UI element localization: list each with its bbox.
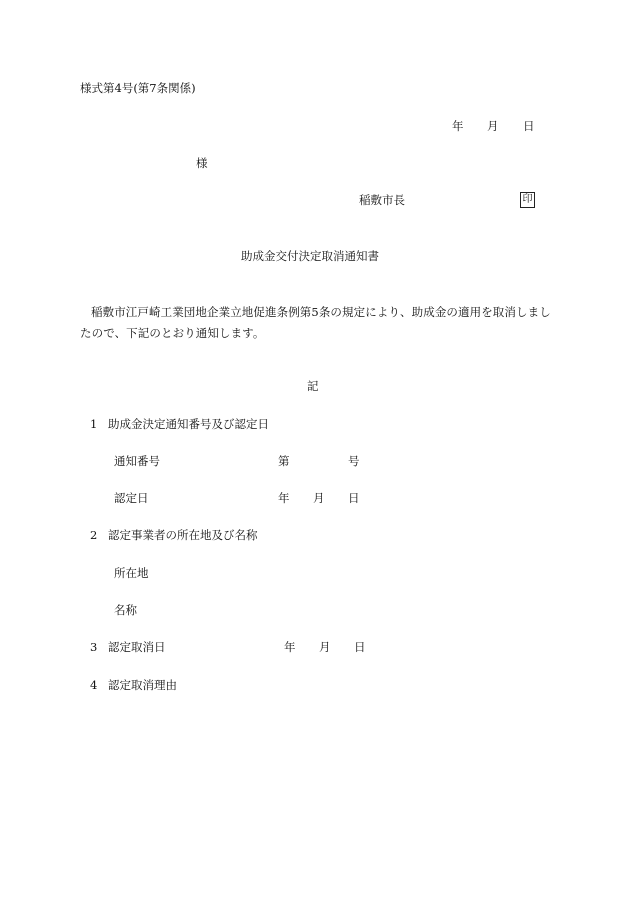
date-day: 日 — [523, 119, 535, 133]
revocation-date-year: 年 — [284, 640, 296, 654]
item-4-label: 認定取消理由 — [108, 678, 177, 692]
date-month: 月 — [487, 119, 499, 133]
seal-mark: 印 — [520, 192, 535, 208]
ki-heading: 記 — [307, 379, 319, 393]
date-year: 年 — [452, 119, 464, 133]
location-label: 所在地 — [114, 566, 149, 580]
addressee-suffix: 様 — [196, 156, 208, 170]
notice-number-dai: 第 — [278, 454, 290, 468]
item-1-number: 1 — [90, 417, 98, 431]
revocation-date-day: 日 — [354, 640, 366, 654]
document-title: 助成金交付決定取消通知書 — [241, 249, 379, 263]
cert-date-label: 認定日 — [114, 491, 149, 505]
revocation-date-month: 月 — [319, 640, 331, 654]
item-4-number: 4 — [90, 678, 98, 692]
item-2-number: 2 — [90, 528, 98, 542]
cert-date-year: 年 — [278, 491, 290, 505]
body-paragraph: 稲敷市江戸崎工業団地企業立地促進条例第5条の規定により、助成金の適用を取消しましたので、下記のとおり通知します。 — [80, 305, 551, 340]
cert-date-month: 月 — [313, 491, 325, 505]
company-name-label: 名称 — [114, 603, 137, 617]
notice-number-go: 号 — [348, 454, 360, 468]
item-1-label: 助成金決定通知番号及び認定日 — [108, 417, 269, 431]
item-2-label: 認定事業者の所在地及び名称 — [108, 528, 258, 542]
notice-number-label: 通知番号 — [114, 454, 160, 468]
item-3-label: 認定取消日 — [108, 640, 166, 654]
cert-date-day: 日 — [348, 491, 360, 505]
item-3-number: 3 — [90, 640, 98, 654]
issuer-name: 稲敷市長 — [359, 193, 405, 207]
form-label: 様式第4号(第7条関係) — [80, 81, 196, 95]
